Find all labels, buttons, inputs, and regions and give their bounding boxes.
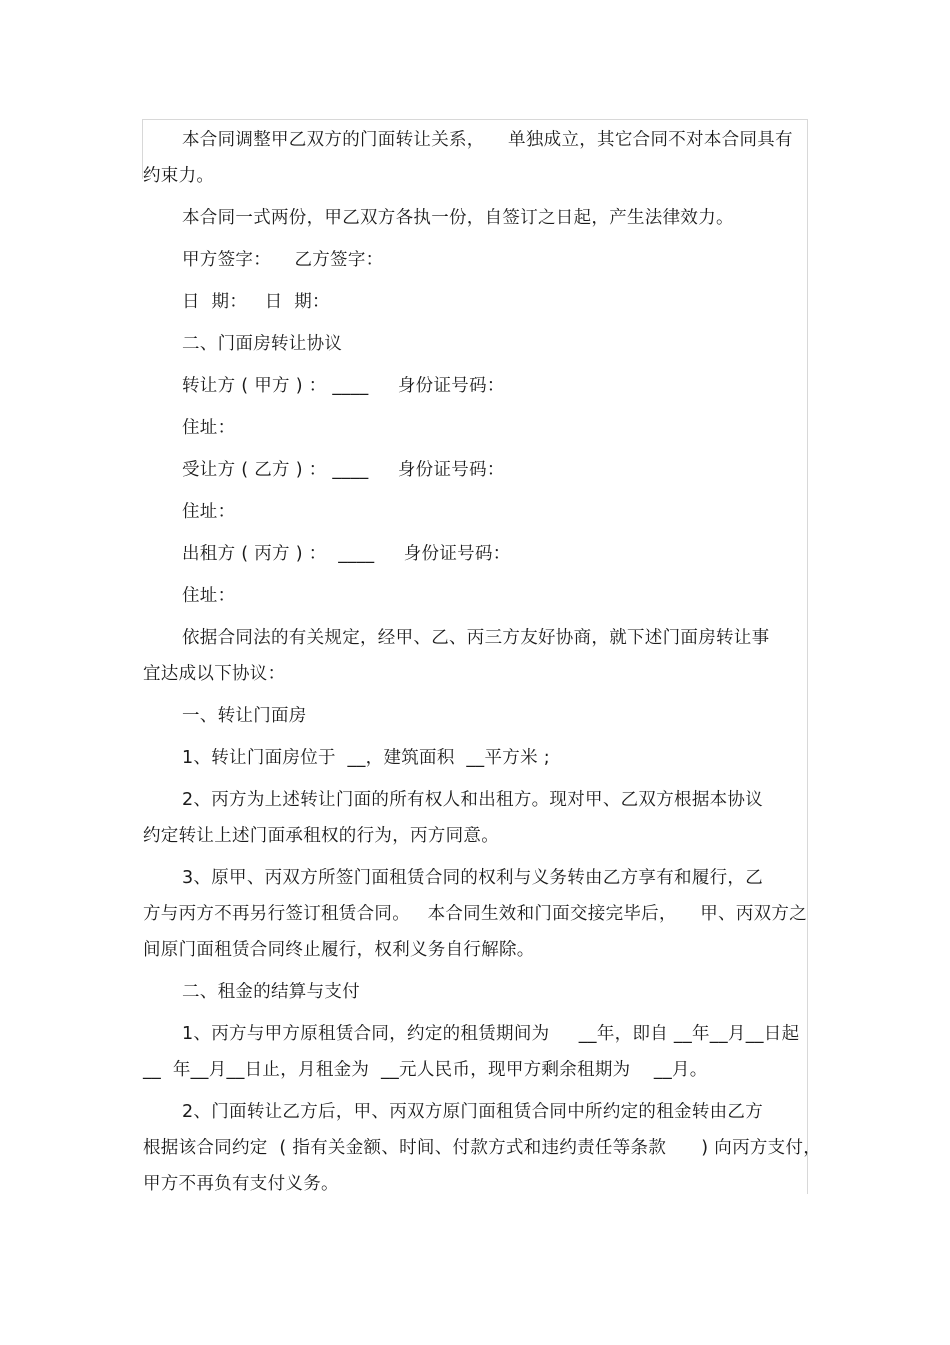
page-border-right bbox=[807, 119, 808, 1194]
paragraph-line: 约束力。 bbox=[143, 166, 215, 186]
clause-line: 间原门面租赁合同终止履行，权利义务自行解除。 bbox=[143, 940, 535, 960]
paragraph-line: 本合同调整甲乙双方的门面转让关系， 单独成立，其它合同不对本合同具有 bbox=[182, 130, 793, 150]
paragraph-line: 宜达成以下协议： bbox=[143, 664, 286, 684]
address-line: 住址： bbox=[182, 586, 236, 606]
paragraph-line: 依据合同法的有关规定，经甲、乙、丙三方友好协商，就下述门面房转让事 bbox=[182, 628, 770, 648]
clause-line: 1、转让门面房位于 __，建筑面积 __平方米 ; bbox=[182, 748, 550, 768]
clause-line: 约定转让上述门面承租权的行为，丙方同意。 bbox=[143, 826, 499, 846]
party-line: 转让方 ( 甲方 ) ： ____ 身份证号码： bbox=[182, 376, 505, 396]
section-heading: 二、租金的结算与支付 bbox=[182, 982, 360, 1002]
address-line: 住址： bbox=[182, 502, 236, 522]
section-heading: 一、转让门面房 bbox=[182, 706, 307, 726]
address-line: 住址： bbox=[182, 418, 236, 438]
party-line: 受让方 ( 乙方 ) ： ____ 身份证号码： bbox=[182, 460, 505, 480]
clause-line: 1、丙方与甲方原租赁合同，约定的租赁期间为 __年，即自 __年__月__日起 bbox=[182, 1024, 800, 1044]
clause-line: 根据该合同约定 ( 指有关金额、时间、付款方式和违约责任等条款 ) 向丙方支付， bbox=[143, 1138, 822, 1158]
section-heading: 二、门面房转让协议 bbox=[182, 334, 343, 354]
clause-line: __ 年__月__日止，月租金为 __元人民币，现甲方剩余租期为 __月。 bbox=[143, 1060, 708, 1080]
paragraph-line: 本合同一式两份，甲乙双方各执一份，自签订之日起，产生法律效力。 bbox=[182, 208, 734, 228]
clause-line: 甲方不再负有支付义务。 bbox=[143, 1174, 339, 1194]
date-line: 日 期： 日 期： bbox=[182, 292, 330, 312]
signature-line: 甲方签字： 乙方签字： bbox=[182, 250, 384, 270]
clause-line: 2、门面转让乙方后，甲、丙双方原门面租赁合同中所约定的租金转由乙方 bbox=[182, 1102, 764, 1122]
clause-line: 方与丙方不再另行签订租赁合同。 本合同生效和门面交接完毕后， 甲、丙双方之 bbox=[143, 904, 808, 924]
party-line: 出租方 ( 丙方 ) ： ____ 身份证号码： bbox=[182, 544, 511, 564]
page-border-top bbox=[142, 119, 807, 120]
clause-line: 3、原甲、丙双方所签门面租赁合同的权利与义务转由乙方享有和履行，乙 bbox=[182, 868, 764, 888]
clause-line: 2、丙方为上述转让门面的所有权人和出租方。现对甲、乙双方根据本协议 bbox=[182, 790, 764, 810]
